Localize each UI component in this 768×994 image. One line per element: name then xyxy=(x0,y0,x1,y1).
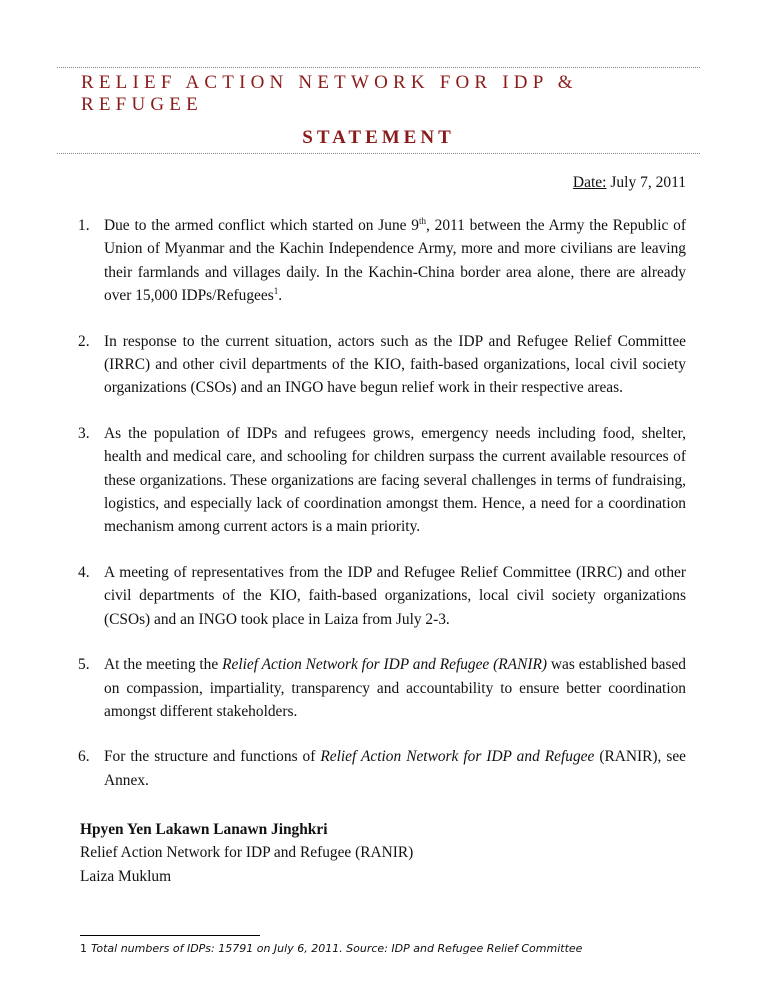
statement-date xyxy=(573,174,686,192)
footnote-separator xyxy=(80,935,260,936)
list-item xyxy=(78,214,686,308)
list-item xyxy=(78,330,686,400)
item-number: 3. xyxy=(78,424,90,442)
signature-block xyxy=(80,818,413,888)
item-text: (RANIR), see Annex. xyxy=(104,748,686,789)
superscript-ordinal: th xyxy=(419,215,427,226)
footnote-number: 1 xyxy=(80,942,87,955)
signatory-name: Hpyen Yen Lakawn Lanawn Jinghkri xyxy=(80,821,328,838)
document-subtitle: STATEMENT xyxy=(302,127,455,148)
list-item xyxy=(78,561,686,631)
date-value: July 7, 2011 xyxy=(606,174,686,191)
item-number: 5. xyxy=(78,656,90,674)
item-text: , 2011 between the Army the Republic of Union of Myanmar and the Kachin Independence Army, more and more civilians are leaving their farmlands and villages daily. In the Kachin-China border area alone, there are already over 15,000 IDPs/Refugees xyxy=(104,217,686,305)
document-title: RELIEF ACTION NETWORK FOR IDP & REFUGEE xyxy=(81,72,578,115)
item-text: In response to the current situation, actors such as the IDP and Refugee Relief Committee (IRRC) and other civil departments of the KIO, faith-based organizations, local civil society organizations (CSOs) and an INGO have begun relief work in their respective areas. xyxy=(104,332,686,397)
item-text: . xyxy=(278,287,283,305)
date-label: Date: xyxy=(572,174,607,191)
list-item xyxy=(78,422,686,539)
header-top-rule xyxy=(57,67,700,68)
organization-name-italic: Relief Action Network for IDP and Refugee (RANIR) xyxy=(222,656,547,674)
item-text: As the population of IDPs and refugees grows, emergency needs including food, shelter, health and medical care, and schooling for children surpass the current available resources of these organizations. These organizations are facing several challenges in terms of fundraising, logistics, and especially lack of coordination amongst them. Hence, a need for a coordination mechanism among current actors is a main priority. xyxy=(104,424,686,536)
item-text: was established based on compassion, impartiality, transparency and accountability to ensure better coordination amongst different stakeholders. xyxy=(104,656,686,720)
signatory-place: Laiza Muklum xyxy=(80,867,172,885)
footnote-text: Total numbers of IDPs: 15791 on July 6, 2011. Source: IDP and Refugee Relief Committee xyxy=(91,942,583,955)
list-item xyxy=(78,653,686,723)
footnote xyxy=(80,942,582,955)
header-bottom-rule xyxy=(57,153,700,154)
item-number: 4. xyxy=(78,563,90,581)
signatory-organization: Relief Action Network for IDP and Refugee (RANIR) xyxy=(80,844,414,862)
item-text: A meeting of representatives from the IDP and Refugee Relief Committee (IRRC) and other civil departments of the KIO, faith-based organizations, local civil society organizations (CSOs) and an INGO took place in Laiza from July 2-3. xyxy=(104,563,686,628)
statement-list xyxy=(78,214,686,814)
item-text: For the structure and functions of xyxy=(104,748,321,766)
item-text: Due to the armed conflict which started on June 9 xyxy=(104,217,419,234)
footnote-reference: 1 xyxy=(273,286,279,297)
organization-name-italic: Relief Action Network for IDP and Refugee xyxy=(320,748,595,766)
item-number: 1. xyxy=(78,217,90,234)
item-number: 6. xyxy=(78,748,90,766)
item-text: At the meeting the xyxy=(104,656,223,674)
list-item xyxy=(78,745,686,792)
item-number: 2. xyxy=(78,332,90,350)
